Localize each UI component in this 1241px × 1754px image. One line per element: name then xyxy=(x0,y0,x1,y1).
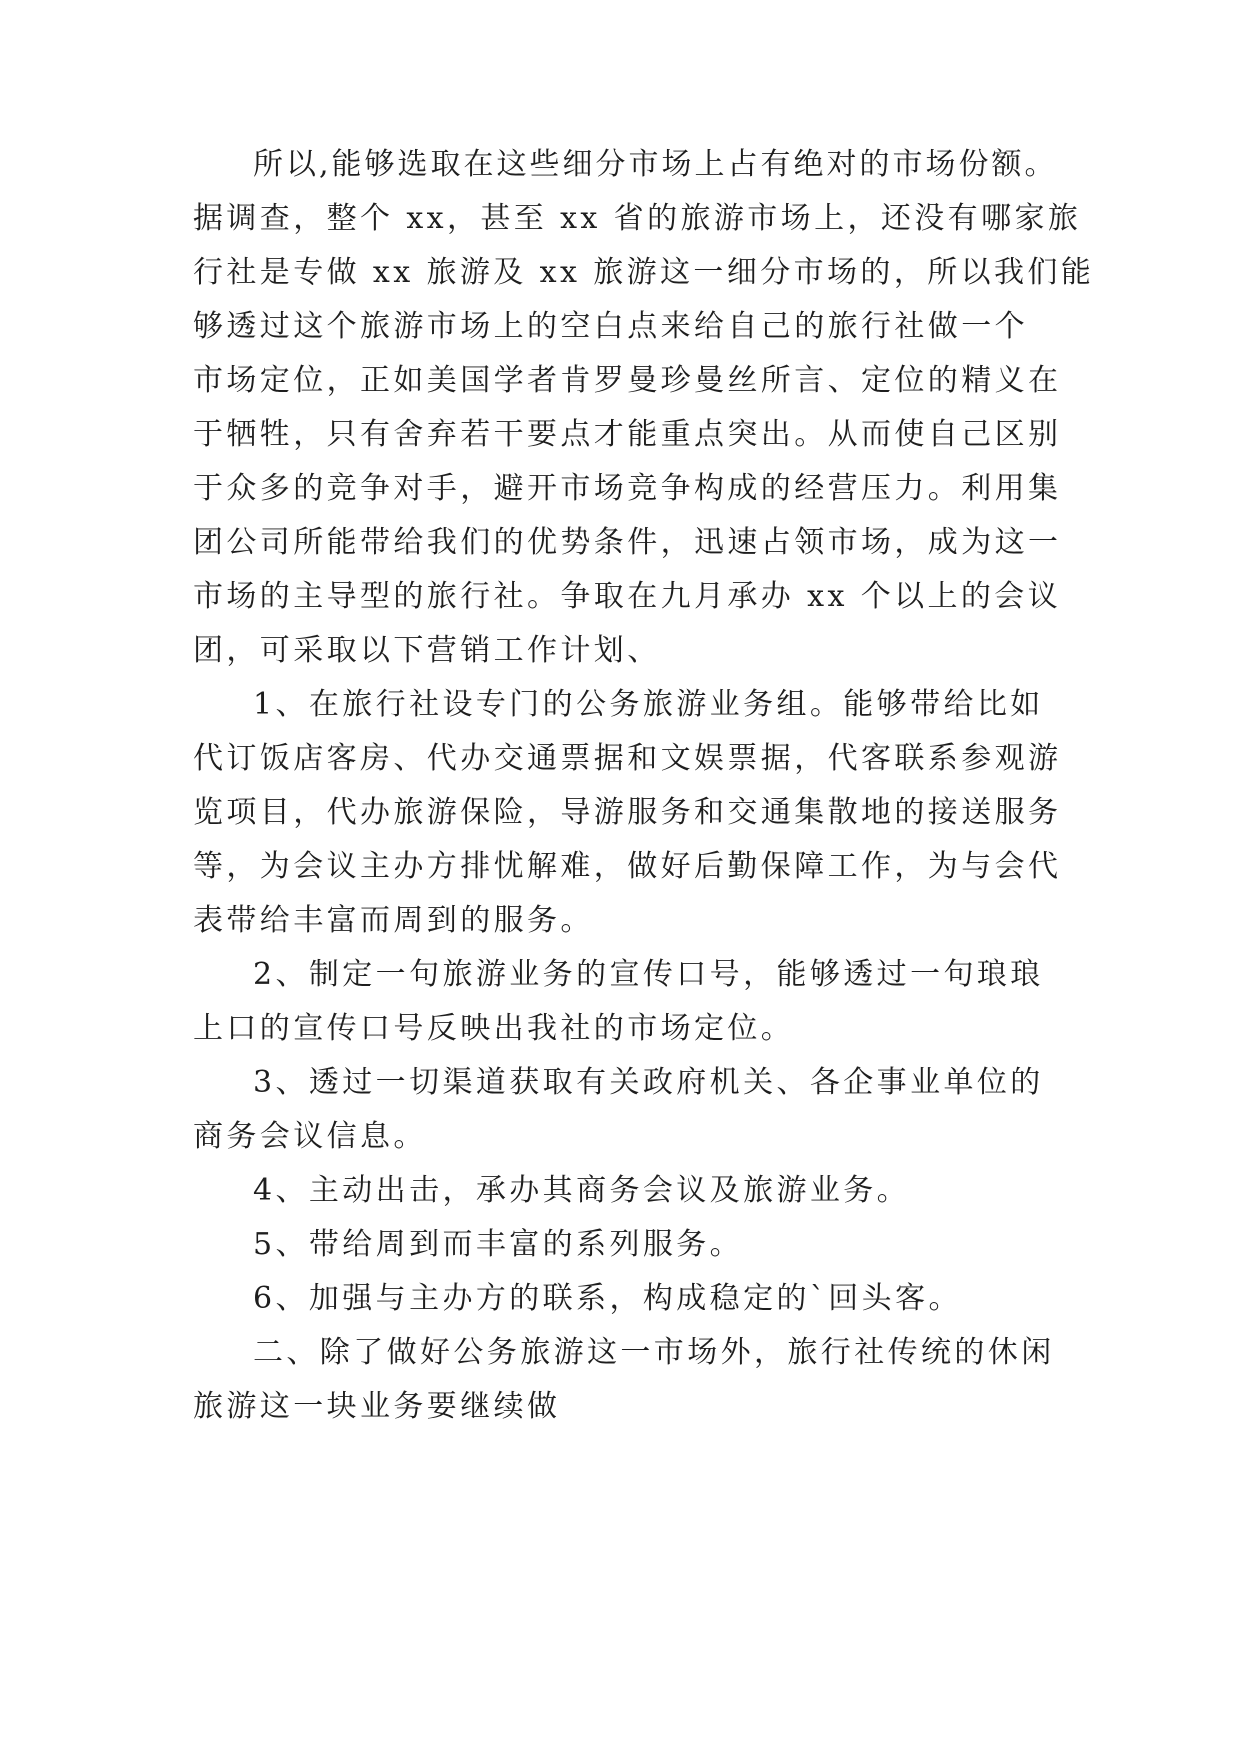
text-line: 上口的宣传口号反映出我社的市场定位。 xyxy=(193,1011,795,1046)
text-line: 市场定位，正如美国学者肯罗曼珍曼丝所言、定位的精义在 xyxy=(193,363,1062,398)
text-line: 市场的主导型的旅行社。争取在九月承办 xx 个以上的会议 xyxy=(193,579,1062,614)
text-line: 4、主动出击，承办其商务会议及旅游业务。 xyxy=(253,1173,911,1208)
text-line: 据调查，整个 xx，甚至 xx 省的旅游市场上，还没有哪家旅 xyxy=(193,201,1082,236)
text-line: 团公司所能带给我们的优势条件，迅速占领市场，成为这一 xyxy=(193,525,1062,560)
text-line: 所以,能够选取在这些细分市场上占有绝对的市场份额。 xyxy=(253,147,1058,182)
text-line: 团，可采取以下营销工作计划、 xyxy=(193,633,661,668)
text-line: 3、透过一切渠道获取有关政府机关、各企事业单位的 xyxy=(253,1065,1044,1100)
text-line: 二、除了做好公务旅游这一市场外，旅行社传统的休闲 xyxy=(253,1335,1055,1370)
text-line: 1、在旅行社设专门的公务旅游业务组。能够带给比如 xyxy=(253,687,1044,722)
text-line: 等，为会议主办方排忧解难，做好后勤保障工作，为与会代 xyxy=(193,849,1062,884)
text-line: 于众多的竞争对手，避开市场竞争构成的经营压力。利用集 xyxy=(193,471,1062,506)
text-line: 2、制定一句旅游业务的宣传口号，能够透过一句琅琅 xyxy=(253,957,1044,992)
text-line: 行社是专做 xx 旅游及 xx 旅游这一细分市场的，所以我们能 xyxy=(193,255,1095,290)
text-line: 览项目，代办旅游保险，导游服务和交通集散地的接送服务 xyxy=(193,795,1062,830)
text-line: 于牺牲，只有舍弃若干要点才能重点突出。从而使自己区别 xyxy=(193,417,1062,452)
text-line: 代订饭店客房、代办交通票据和文娱票据，代客联系参观游 xyxy=(193,741,1062,776)
text-line: 表带给丰富而周到的服务。 xyxy=(193,903,594,938)
text-line: 5、带给周到而丰富的系列服务。 xyxy=(253,1227,744,1262)
text-line: 旅游这一块业务要继续做 xyxy=(193,1389,561,1424)
text-line: 够透过这个旅游市场上的空白点来给自己的旅行社做一个 xyxy=(193,309,1028,344)
text-line: 6、加强与主办方的联系，构成稳定的`回头客。 xyxy=(253,1281,962,1316)
text-line: 商务会议信息。 xyxy=(193,1119,427,1154)
